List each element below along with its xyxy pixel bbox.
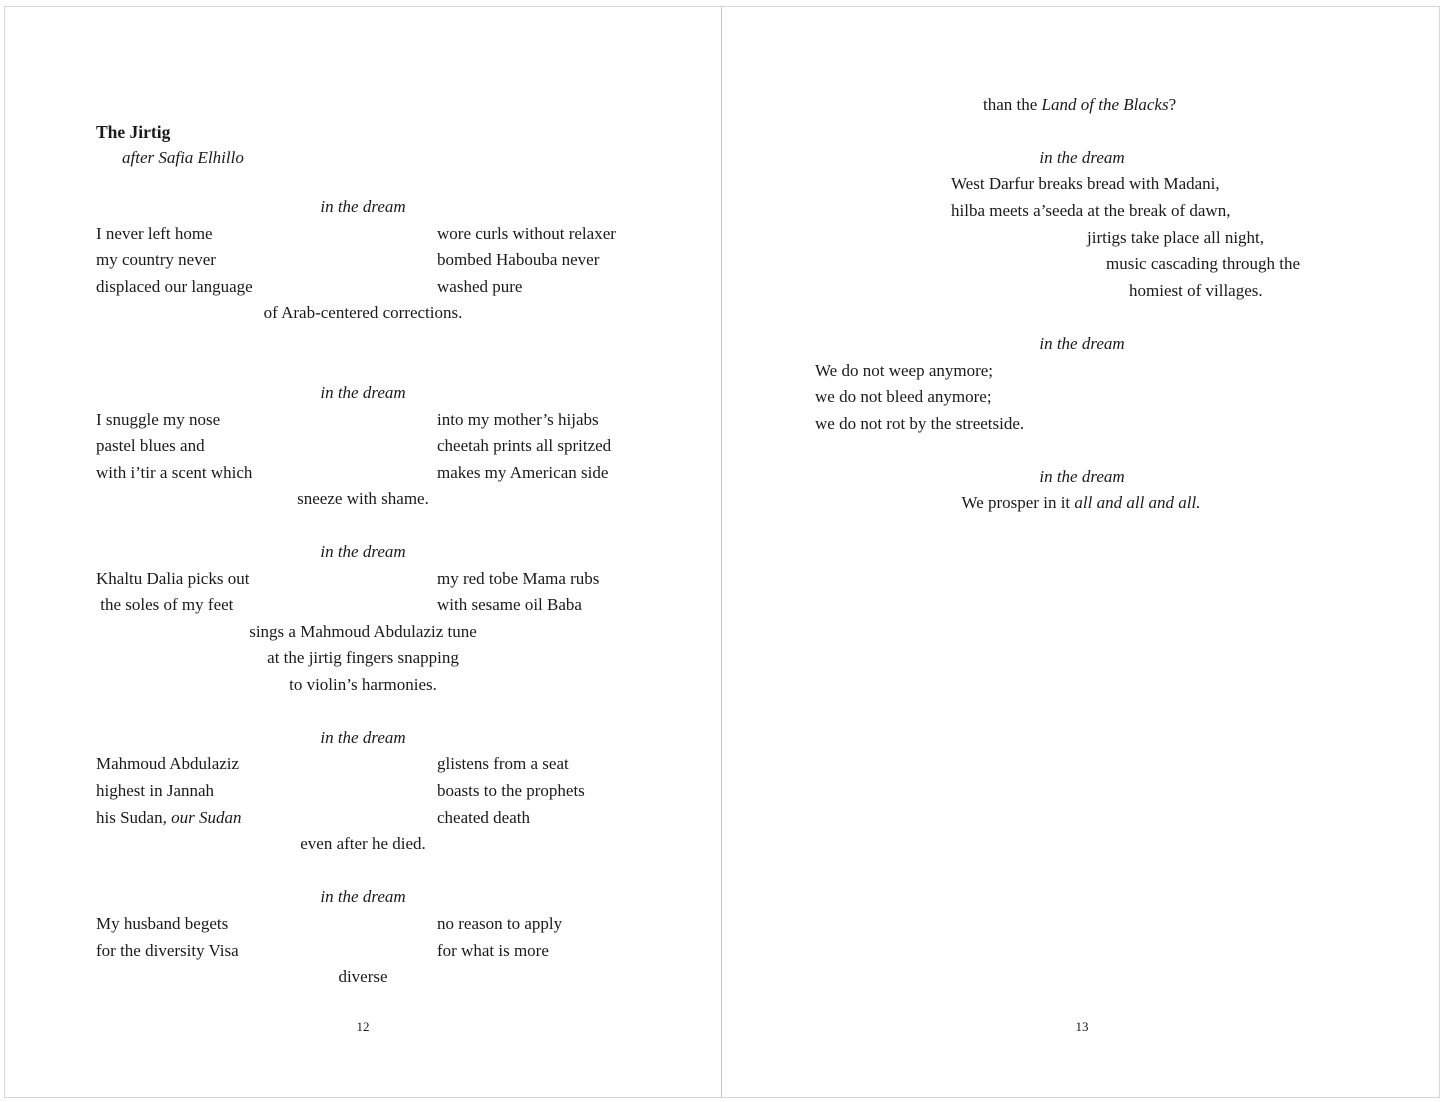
- poem-line: no reason to apply: [437, 914, 563, 933]
- poem-line: for the diversity Visa: [96, 941, 239, 960]
- poem-line: diverse: [338, 967, 388, 986]
- refrain: in the dream: [320, 383, 406, 402]
- poem-line: makes my American side: [437, 463, 609, 482]
- poem-line: jirtigs take place all night,: [1087, 228, 1265, 247]
- line-text: We prosper in it: [961, 493, 1075, 512]
- refrain: in the dream: [1039, 467, 1125, 486]
- refrain: in the dream: [1039, 334, 1125, 353]
- line-text: than the: [983, 95, 1042, 114]
- poem-epigraph: after Safia Elhillo: [122, 148, 244, 167]
- poem-line: music cascading through the: [1106, 254, 1301, 273]
- poem-line: at the jirtig fingers snapping: [267, 648, 459, 667]
- poem-line: even after he died.: [300, 834, 426, 853]
- poem-line: glistens from a seat: [437, 754, 569, 773]
- poem-line: My husband begets: [96, 914, 229, 933]
- poem-line: with sesame oil Baba: [437, 595, 582, 614]
- poem-line: [983, 95, 1176, 115]
- poem-line: bombed Habouba never: [437, 250, 600, 269]
- poem-line: cheetah prints all spritzed: [437, 436, 612, 455]
- poem-line: my country never: [96, 250, 216, 269]
- poem-line: West Darfur breaks bread with Madani,: [951, 174, 1220, 193]
- poem-line: We do not weep anymore;: [815, 361, 994, 380]
- emphasis-text: all and all and all.: [1074, 493, 1201, 512]
- book-gutter: [721, 6, 722, 1098]
- poem-line: wore curls without relaxer: [437, 224, 616, 243]
- poem-line: hilba meets a’seeda at the break of dawn,: [951, 201, 1231, 220]
- poem-line: I never left home: [96, 224, 213, 243]
- poem-line: boasts to the prophets: [437, 781, 585, 800]
- line-text: ?: [1168, 95, 1177, 114]
- poem-line: [962, 493, 1201, 513]
- refrain: in the dream: [1039, 148, 1125, 167]
- poem-line: with i’tir a scent which: [96, 463, 253, 482]
- poem-line: displaced our language: [96, 277, 253, 296]
- poem-line: for what is more: [437, 941, 549, 960]
- poem-line: cheated death: [437, 808, 530, 827]
- poem-line: we do not rot by the streetside.: [815, 414, 1025, 433]
- poem-line: highest in Jannah: [96, 781, 215, 800]
- poem-line: sings a Mahmoud Abdulaziz tune: [249, 622, 477, 641]
- refrain: in the dream: [320, 728, 406, 747]
- poem-line: to violin’s harmonies.: [289, 675, 437, 694]
- poem-line: into my mother’s hijabs: [437, 410, 599, 429]
- poem-line: I snuggle my nose: [96, 410, 221, 429]
- poem-line: homiest of villages.: [1129, 281, 1263, 300]
- poem-line: pastel blues and: [96, 436, 205, 455]
- refrain: in the dream: [320, 542, 406, 561]
- poem-line: my red tobe Mama rubs: [437, 569, 600, 588]
- poem-line: the soles of my feet: [96, 595, 234, 614]
- line-text: his Sudan,: [96, 808, 172, 827]
- refrain: in the dream: [320, 197, 406, 216]
- poem-line: Khaltu Dalia picks out: [96, 569, 250, 588]
- poem-line: of Arab-centered corrections.: [263, 303, 463, 322]
- page-number-left: 12: [356, 1019, 370, 1034]
- poem-title: The Jirtig: [96, 122, 171, 142]
- right-page: [721, 6, 1440, 1098]
- poem-line: [96, 808, 241, 828]
- poem-line: Mahmoud Abdulaziz: [96, 754, 240, 773]
- refrain: in the dream: [320, 887, 406, 906]
- poem-line: we do not bleed anymore;: [815, 387, 992, 406]
- poem-line: washed pure: [437, 277, 523, 296]
- page-number-right: 13: [1075, 1019, 1089, 1034]
- emphasis-text: our Sudan: [171, 808, 242, 827]
- poem-line: sneeze with shame.: [297, 489, 429, 508]
- emphasis-text: Land of the Blacks: [1041, 95, 1169, 114]
